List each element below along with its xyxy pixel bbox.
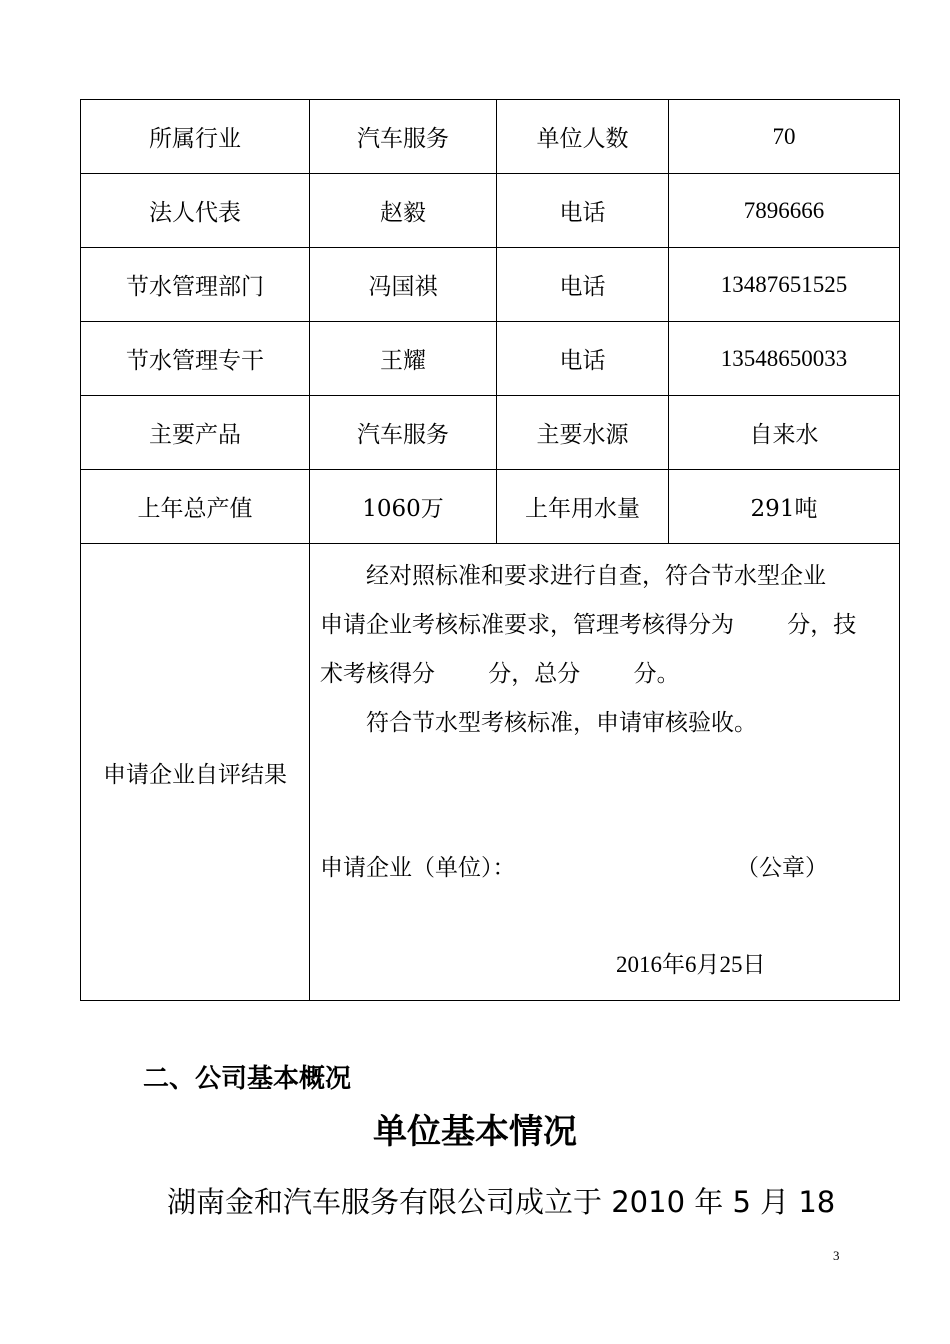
evaluation-line: 经对照标准和要求进行自查，符合节水型企业 <box>366 563 826 589</box>
field-value: 7896666 <box>669 174 900 248</box>
evaluation-line: 符合节水型考核标准，申请审核验收。 <box>366 710 757 736</box>
table-row <box>81 322 900 396</box>
field-label: 电话 <box>497 174 669 248</box>
section-heading: 二、公司基本概况 <box>143 1064 352 1094</box>
field-value: 汽车服务 <box>310 396 497 470</box>
seal-label: （公章） <box>736 855 828 881</box>
table-row <box>81 470 900 544</box>
field-label: 法人代表 <box>81 174 310 248</box>
field-label: 上年总产值 <box>81 470 310 544</box>
field-value: 自来水 <box>669 396 900 470</box>
evaluation-line: 术考核得分 分，总分 分。 <box>320 661 680 687</box>
field-value: 13487651525 <box>669 248 900 322</box>
self-evaluation-row <box>81 544 900 1001</box>
field-value: 291吨 <box>669 470 900 544</box>
field-label: 主要水源 <box>497 396 669 470</box>
page-title: 单位基本情况 <box>373 1112 577 1152</box>
self-evaluation-body <box>310 544 900 1001</box>
field-label: 上年用水量 <box>497 470 669 544</box>
field-label: 单位人数 <box>497 100 669 174</box>
field-value: 王耀 <box>310 322 497 396</box>
self-evaluation-label: 申请企业自评结果 <box>81 544 310 1001</box>
table-row <box>81 396 900 470</box>
application-form-table <box>80 99 900 1001</box>
evaluation-line: 申请企业考核标准要求，管理考核得分为 分，技 <box>320 612 857 638</box>
field-label: 电话 <box>497 322 669 396</box>
intro-paragraph: 湖南金和汽车服务有限公司成立于 2010 年 5 月 18 <box>167 1185 836 1219</box>
field-label: 电话 <box>497 248 669 322</box>
field-value: 13548650033 <box>669 322 900 396</box>
field-value: 1060万 <box>310 470 497 544</box>
page-number: 3 <box>833 1248 840 1263</box>
field-value: 70 <box>669 100 900 174</box>
field-value: 赵毅 <box>310 174 497 248</box>
self-evaluation-text <box>320 552 891 748</box>
applicant-label: 申请企业（单位）： <box>320 855 516 881</box>
field-label: 节水管理专干 <box>81 322 310 396</box>
field-label: 所属行业 <box>81 100 310 174</box>
application-date: 2016年6月25日 <box>616 952 766 977</box>
table-row <box>81 100 900 174</box>
field-value: 冯国祺 <box>310 248 497 322</box>
field-label: 节水管理部门 <box>81 248 310 322</box>
field-value: 汽车服务 <box>310 100 497 174</box>
table-row <box>81 174 900 248</box>
field-label: 主要产品 <box>81 396 310 470</box>
table-row <box>81 248 900 322</box>
